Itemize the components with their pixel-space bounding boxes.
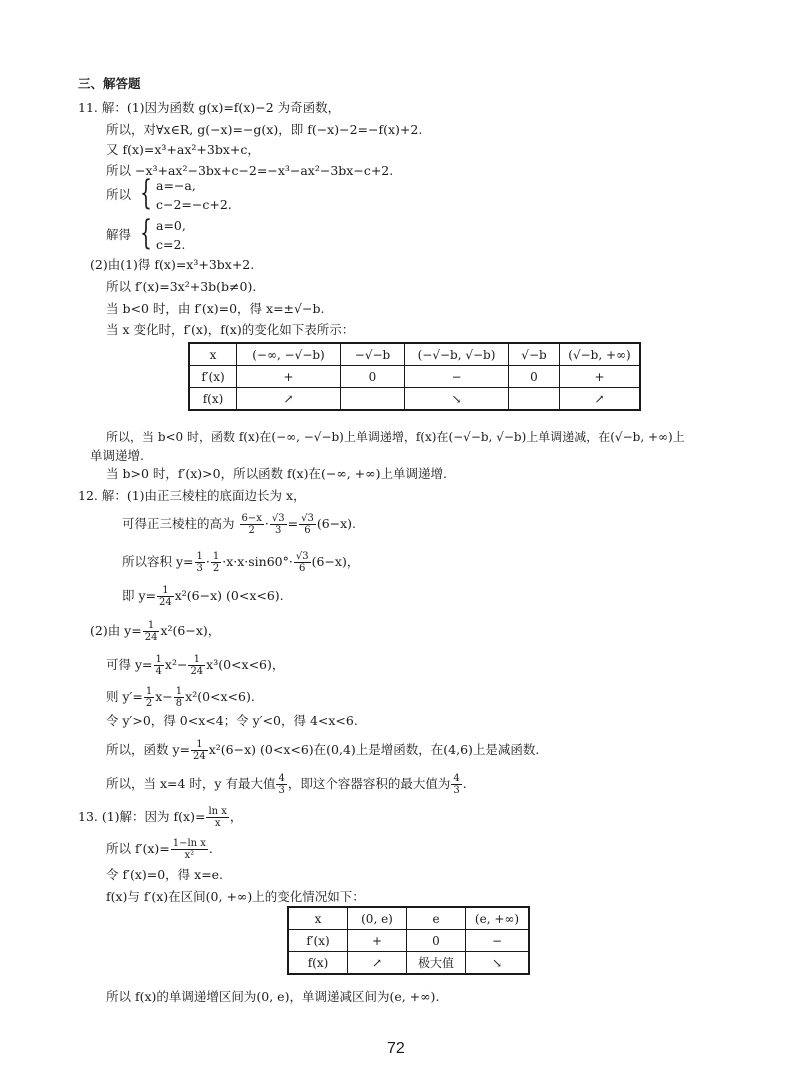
p13-variation-table bbox=[287, 906, 530, 975]
fraction: $\frac{1}{24}$ bbox=[190, 654, 204, 677]
table-cell: 极大值 bbox=[407, 952, 466, 975]
table-cell: (−∞, −√−b) bbox=[237, 343, 341, 366]
p11-conclusion-2: 单调递增. bbox=[90, 448, 144, 463]
p11-part2-line-4: 当 x 变化时，f′(x)，f(x)的变化如下表所示： bbox=[106, 322, 355, 337]
fraction: $\frac{\text{1−ln x}}{\text{x²}}$ bbox=[172, 838, 206, 861]
table-cell bbox=[509, 388, 560, 411]
p12-derive-1: 可得 y= $\frac{1}{4}$ x²− $\frac{1}{24}$ x³(0<x<6)， bbox=[106, 654, 285, 677]
fraction: $\frac{√3}{6}$ bbox=[295, 551, 309, 574]
fraction: $\frac{√3}{3}$ bbox=[271, 513, 285, 536]
p12-line-2: 可得正三棱柱的高为 $\frac{6-x}{2}$ · $\frac{√3}{3}$ = $\frac{√3}{6}$ (6−x). bbox=[122, 513, 357, 536]
fraction: $\frac{1}{4}$ bbox=[155, 654, 162, 677]
fraction: $\frac{1}{2}$ bbox=[212, 551, 220, 574]
p11-line-2: 所以，对∀x∈R, g(−x)=−g(x)，即 f(−x)−2=−f(x)+2. bbox=[106, 122, 423, 137]
table-cell: (√−b, +∞) bbox=[560, 343, 641, 366]
fraction: $\frac{\text{ln x}}{x}$ bbox=[208, 806, 227, 829]
table-row bbox=[288, 930, 529, 952]
table-cell: − bbox=[405, 366, 509, 388]
fraction: $\frac{1}{24}$ bbox=[193, 739, 206, 762]
p11-line-1: 11. 解：(1)因为函数 g(x)=f(x)−2 为奇函数， bbox=[78, 100, 341, 115]
p12-part2-line: (2)由 y= $\frac{1}{24}$ x²(6−x)， bbox=[90, 620, 221, 643]
table-cell: e bbox=[407, 907, 466, 930]
table-row bbox=[288, 907, 529, 930]
p12-derive-2: 则 y′= $\frac{1}{2}$ x− $\frac{1}{8}$ x²(0<x<6). bbox=[106, 686, 255, 709]
p12-line-3: 所以容积 y= $\frac{1}{3}$ · $\frac{1}{2}$ ·x·x·sin60°· $\frac{√3}{6}$ (6−x)， bbox=[122, 551, 360, 574]
left-brace-icon: { bbox=[140, 173, 152, 213]
section-title: 三、解答题 bbox=[78, 76, 141, 91]
p13-line-3: 令 f′(x)=0，得 x=e. bbox=[106, 867, 224, 882]
fraction: $\frac{√3}{6}$ bbox=[301, 513, 314, 536]
p12-derive-5: 所以，当 x=4 时，y 有最大值 $\frac{4}{3}$ ，即这个容器容积的最大值为 $\frac{4}{3}$ . bbox=[106, 773, 467, 796]
p13-line-1: 13. (1)解：因为 f(x)= $\frac{\text{ln x}}{x}$ ， bbox=[78, 806, 243, 829]
table-cell: 0 bbox=[509, 366, 560, 388]
p11-part2-line-3: 当 b<0 时，由 f′(x)=0，得 x=±√−b. bbox=[106, 301, 325, 316]
p11-conclusion-1: 所以，当 b<0 时，函数 f(x)在(−∞, −√−b)上单调递增，f(x)在(−√−b, √−b)上单调递减，在(√−b, +∞)上 bbox=[106, 430, 685, 444]
p11-system1-label: 所以 bbox=[106, 187, 132, 202]
fraction: $\frac{1}{24}$ bbox=[159, 585, 172, 608]
decreasing-arrow-icon: ↘ bbox=[466, 952, 530, 975]
p11-line-4: 所以 −x³+ax²−3bx+c−2=−x³−ax²−3bx−c+2. bbox=[106, 163, 394, 178]
table-cell: − bbox=[466, 930, 530, 952]
increasing-arrow-icon: ↗ bbox=[348, 952, 407, 975]
p11-part2-line-1: (2)由(1)得 f(x)=x³+3bx+2. bbox=[90, 257, 255, 272]
increasing-arrow-icon: ↗ bbox=[237, 388, 341, 411]
p12-derive-4: 所以，函数 y= $\frac{1}{24}$ x²(6−x) (0<x<6)在(0,4)上是增函数，在(4,6)上是减函数. bbox=[106, 739, 540, 762]
p12-line-1: 12. 解：(1)由正三棱柱的底面边长为 x， bbox=[78, 488, 306, 503]
table-cell: f′(x) bbox=[288, 930, 348, 952]
table-cell: (e, +∞) bbox=[466, 907, 530, 930]
p11-system1-eq2: c−2=−c+2. bbox=[156, 197, 232, 212]
table-cell: f(x) bbox=[288, 952, 348, 975]
fraction: $\frac{6-x}{2}$ bbox=[241, 513, 262, 536]
table-cell: f(x) bbox=[189, 388, 237, 411]
table-cell: x bbox=[288, 907, 348, 930]
table-row bbox=[288, 952, 529, 975]
table-cell: + bbox=[348, 930, 407, 952]
p13-line-4: f(x)与 f′(x)在区间(0, +∞)上的变化情况如下： bbox=[106, 889, 365, 904]
p11-conclusion-3: 当 b>0 时，f′(x)>0，所以函数 f(x)在(−∞, +∞)上单调递增. bbox=[106, 466, 447, 481]
fraction: $\frac{4}{3}$ bbox=[278, 773, 285, 796]
fraction: $\frac{1}{2}$ bbox=[145, 686, 153, 709]
p11-system2-eq2: c=2. bbox=[156, 237, 186, 252]
table-cell bbox=[341, 388, 405, 411]
fraction: $\frac{1}{8}$ bbox=[175, 686, 183, 709]
increasing-arrow-icon: ↗ bbox=[560, 388, 641, 411]
p11-part2-line-2: 所以 f′(x)=3x²+3b(b≠0). bbox=[106, 279, 257, 294]
table-cell: 0 bbox=[407, 930, 466, 952]
table-cell: 0 bbox=[341, 366, 405, 388]
table-cell: x bbox=[189, 343, 237, 366]
decreasing-arrow-icon: ↘ bbox=[405, 388, 509, 411]
fraction: $\frac{4}{3}$ bbox=[453, 773, 460, 796]
fraction: $\frac{1}{24}$ bbox=[144, 620, 158, 643]
table-row bbox=[189, 366, 640, 388]
p11-variation-table bbox=[188, 342, 641, 411]
p13-line-2: 所以 f′(x)= $\frac{\text{1−ln x}}{\text{x²}}$ . bbox=[106, 838, 213, 861]
table-cell: −√−b bbox=[341, 343, 405, 366]
p11-line-3: 又 f(x)=x³+ax²+3bx+c， bbox=[106, 142, 260, 157]
table-cell: + bbox=[237, 366, 341, 388]
fraction: $\frac{1}{3}$ bbox=[196, 551, 203, 574]
table-cell: √−b bbox=[509, 343, 560, 366]
p11-system1-eq1: a=−a, bbox=[156, 178, 196, 193]
p12-derive-3: 令 y′>0，得 0<x<4；令 y′<0，得 4<x<6. bbox=[106, 713, 358, 728]
table-row bbox=[189, 343, 640, 366]
table-cell: + bbox=[560, 366, 641, 388]
page-number: 72 bbox=[387, 1040, 405, 1057]
table-cell: f′(x) bbox=[189, 366, 237, 388]
p11-system2-eq1: a=0, bbox=[156, 218, 186, 233]
p11-system2-label: 解得 bbox=[106, 227, 132, 242]
table-row bbox=[189, 388, 640, 411]
left-brace-icon: { bbox=[140, 213, 152, 253]
table-cell: (0, e) bbox=[348, 907, 407, 930]
table-cell: (−√−b, √−b) bbox=[405, 343, 509, 366]
p12-line-4: 即 y= $\frac{1}{24}$ x²(6−x) (0<x<6). bbox=[122, 585, 284, 608]
p13-conclusion: 所以 f(x)的单调递增区间为(0, e)，单调递减区间为(e, +∞). bbox=[106, 989, 440, 1004]
